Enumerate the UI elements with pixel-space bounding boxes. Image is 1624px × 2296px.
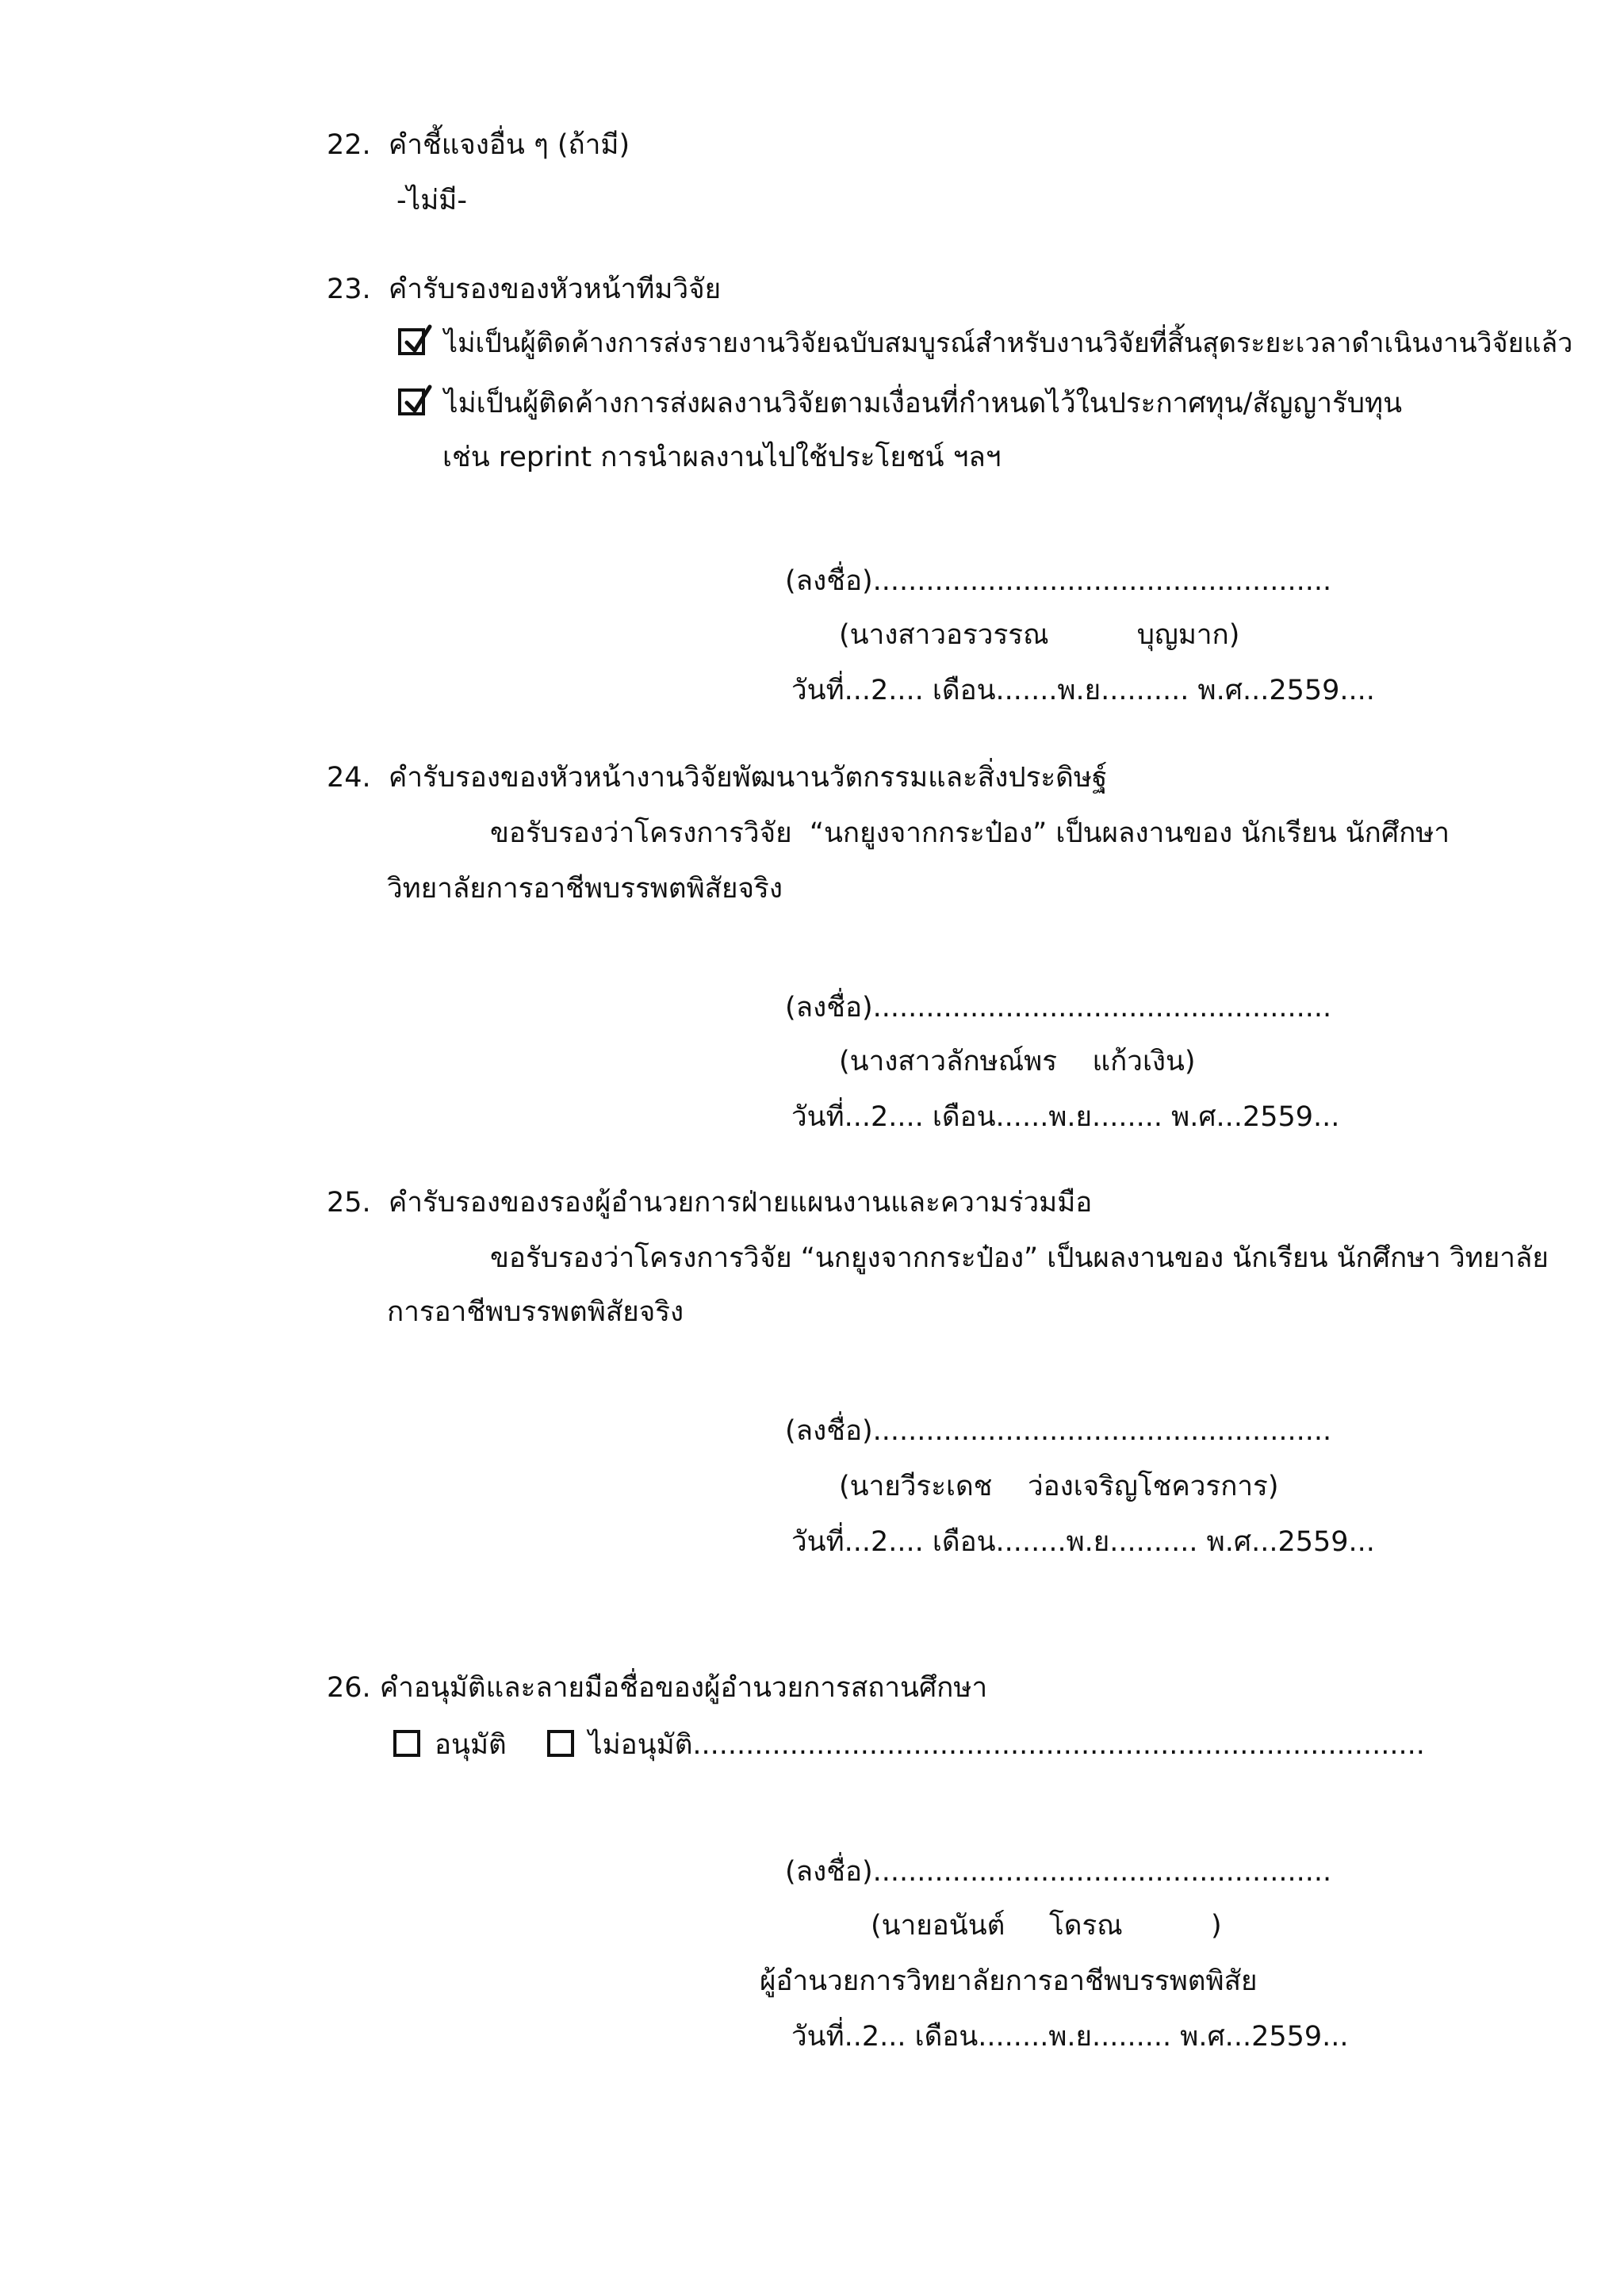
section-22-heading: 22. คำชี้แจงอื่น ๆ (ถ้ามี) <box>327 129 630 161</box>
certification-item-2: ไม่เป็นผู้ติดค้างการส่งผลงานวิจัยตามเงื่อนที่กำหนดไว้ในประกาศทุน/สัญญารับทุน <box>444 388 1402 419</box>
signatory-title-4: ผู้อำนวยการวิทยาลัยการอาชีพบรรพตพิสัย <box>760 1965 1258 1997</box>
signatory-name-4: (นายอนันต์ โดรณ ) <box>871 1910 1222 1942</box>
check-icon <box>403 323 435 355</box>
signatory-name-2: (นางสาวลักษณ์พร แก้วเงิน) <box>839 1046 1196 1077</box>
section-22-body: -ไม่มี- <box>396 185 468 216</box>
approve-checkbox[interactable] <box>393 1730 420 1757</box>
checkbox-item-2[interactable] <box>398 388 425 415</box>
signature-date-3: วันที่...2.... เดือน........พ.ย.......... พ.ศ...2559... <box>791 1526 1375 1558</box>
section-24-paragraph-line-1: ขอรับรองว่าโครงการวิจัย “นกยูงจากกระป๋อง” เป็นผลงานของ นักเรียน นักศึกษา <box>490 817 1450 849</box>
signatory-name-3: (นายวีระเดช ว่องเจริญโชควรการ) <box>839 1471 1279 1502</box>
signature-line-4: (ลงชื่อ).................................................... <box>785 1856 1332 1888</box>
signature-line-3: (ลงชื่อ).................................................... <box>785 1415 1332 1447</box>
signatory-name-1: (นางสาวอรวรรณ บุญมาก) <box>839 619 1240 651</box>
section-23-heading: 23. คำรับรองของหัวหน้าทีมวิจัย <box>327 274 722 305</box>
signature-date-1: วันที่...2.... เดือน.......พ.ย.......... พ.ศ...2559.... <box>791 675 1375 706</box>
approve-label: อนุมัติ <box>435 1729 507 1761</box>
signature-date-2: วันที่...2.... เดือน......พ.ย........ พ.ศ...2559... <box>791 1101 1340 1133</box>
section-24-heading: 24. คำรับรองของหัวหน้างานวิจัยพัฒนานวัตกรรมและสิ่งประดิษฐ์ <box>327 762 1108 794</box>
check-icon <box>403 384 435 415</box>
section-25-paragraph-line-1: ขอรับรองว่าโครงการวิจัย “นกยูงจากกระป๋อง” เป็นผลงานของ นักเรียน นักศึกษา วิทยาลัย <box>490 1242 1549 1274</box>
section-26-heading: 26. คำอนุมัติและลายมือชื่อของผู้อำนวยการสถานศึกษา <box>327 1672 988 1704</box>
certification-note: เช่น reprint การนำผลงานไปใช้ประโยชน์ ฯลฯ <box>442 442 1002 473</box>
disapprove-label: ไม่อนุมัติ................................................................................... <box>588 1729 1425 1761</box>
section-25-heading: 25. คำรับรองของรองผู้อำนวยการฝ่ายแผนงานและความร่วมมือ <box>327 1187 1093 1219</box>
section-24-paragraph-line-2: วิทยาลัยการอาชีพบรรพตพิสัยจริง <box>387 873 783 905</box>
signature-line-1: (ลงชื่อ).................................................... <box>785 565 1332 597</box>
section-25-paragraph-line-2: การอาชีพบรรพตพิสัยจริง <box>387 1296 684 1328</box>
certification-item-1: ไม่เป็นผู้ติดค้างการส่งรายงานวิจัยฉบับสมบูรณ์สำหรับงานวิจัยที่สิ้นสุดระยะเวลาดำเนินงานวิจัยแล้ว <box>444 327 1573 359</box>
disapprove-checkbox[interactable] <box>547 1730 574 1757</box>
checkbox-item-1[interactable] <box>398 328 425 355</box>
signature-line-2: (ลงชื่อ).................................................... <box>785 992 1332 1024</box>
signature-date-4: วันที่..2... เดือน........พ.ย......... พ.ศ...2559... <box>791 2021 1349 2053</box>
